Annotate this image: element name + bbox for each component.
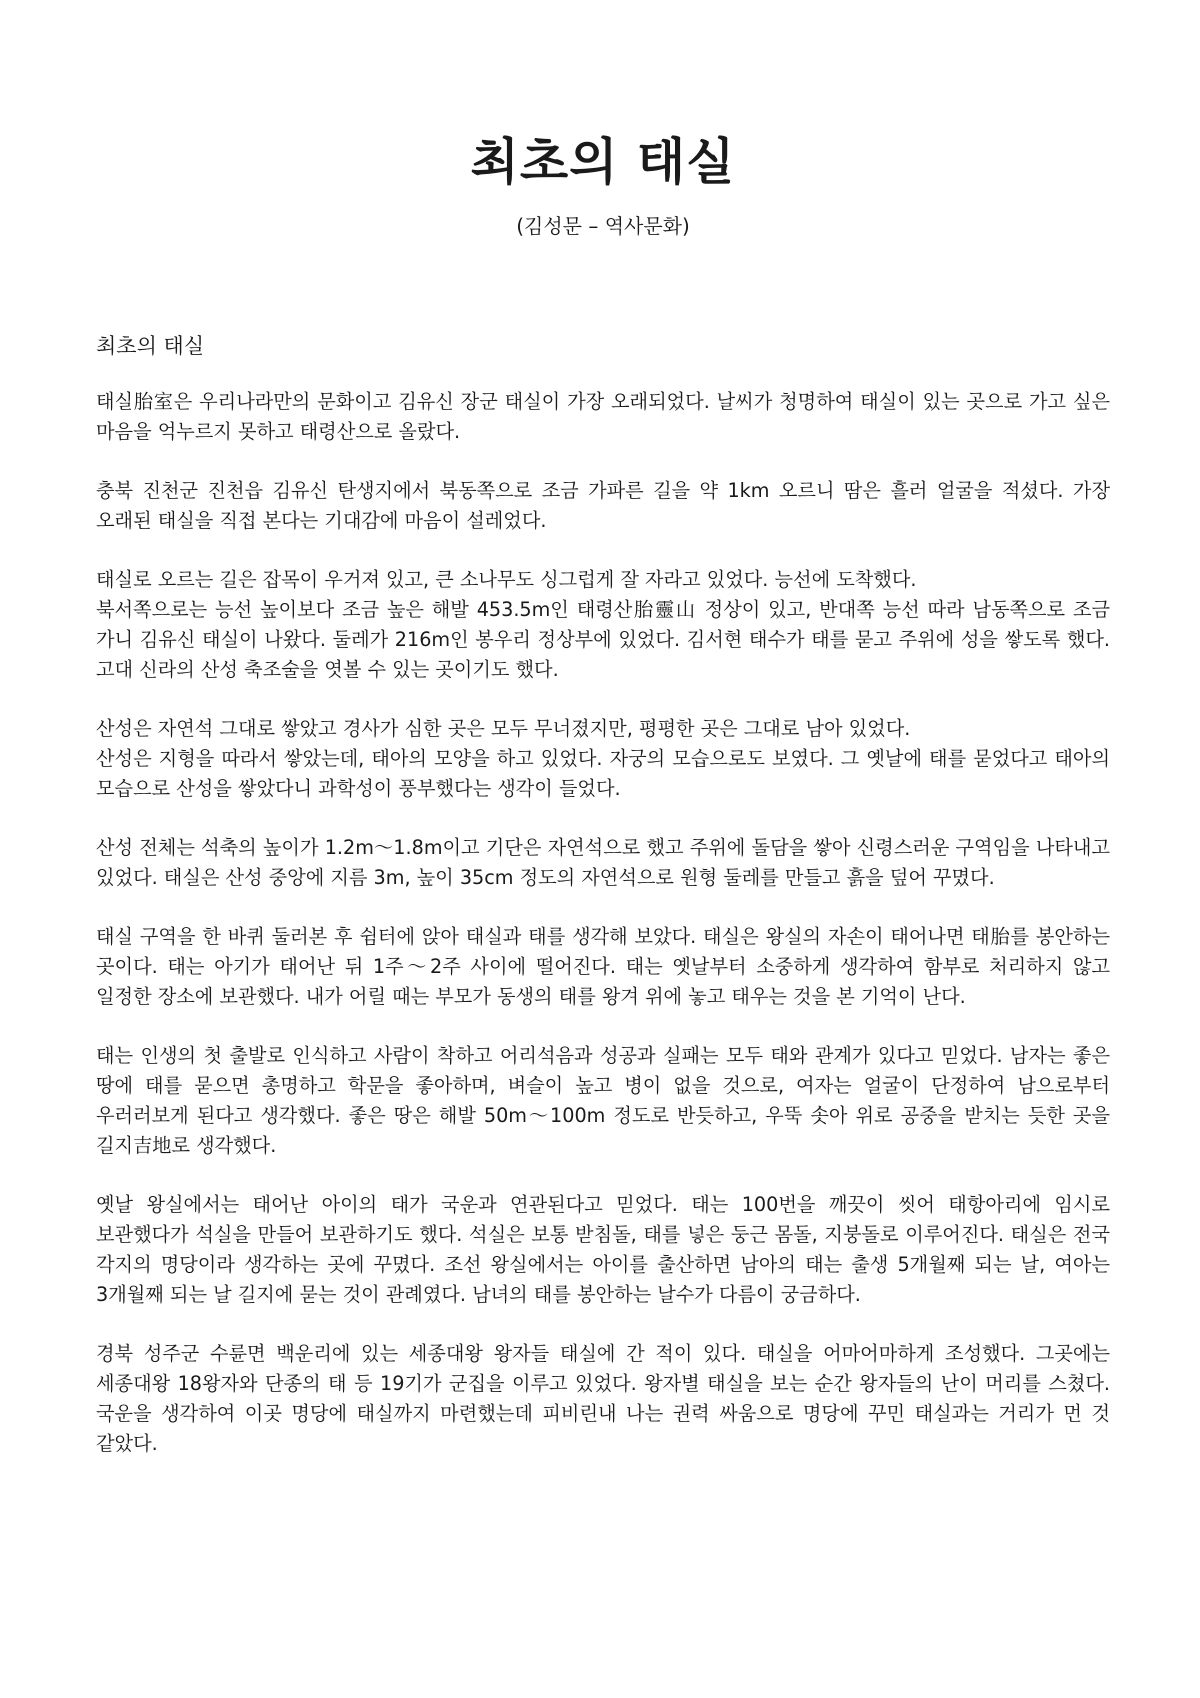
paragraph — [96, 1190, 1110, 1310]
paragraph — [96, 833, 1110, 893]
paragraph-line: 산성은 지형을 따라서 쌓았는데, 태아의 모양을 하고 있었다. 자궁의 모습으로도 보였다. 그 옛날에 태를 묻었다고 태아의 모습으로 산성을 쌓았다니 과학성이 풍부했다는 생각이 들었다. — [96, 747, 1110, 800]
paragraph — [96, 387, 1110, 447]
paragraph — [96, 565, 1110, 685]
page-title: 최초의 태실 — [470, 133, 736, 191]
paragraph-line: 북서쪽으로는 능선 높이보다 조금 높은 해발 453.5m인 태령산胎靈山 정상이 있고, 반대쪽 능선 따라 남동쪽으로 조금 가니 김유신 태실이 나왔다. 둘레가 216m인 봉우리 정상부에 있었다. 김서현 태수가 태를 묻고 주위에 성을 쌓도록 했다. 고대 신라의 산성 축조술을 엿볼 수 있는 곳이기도 했다. — [96, 598, 1110, 681]
author-byline: (김성문 – 역사문화) — [516, 214, 690, 238]
paragraph — [96, 714, 1110, 804]
paragraph — [96, 476, 1110, 536]
paragraph-line: 경북 성주군 수륜면 백운리에 있는 세종대왕 왕자들 태실에 간 적이 있다. 태실을 어마어마하게 조성했다. 그곳에는 세종대왕 18왕자와 단종의 태 등 19기가 군집을 이루고 있었다. 왕자별 태실을 보는 순간 왕자들의 난이 머리를 스쳤다. 국운을 생각하여 이곳 명당에 태실까지 마련했는데 피비린내 나는 권력 싸움으로 명당에 꾸민 태실과는 거리가 먼 것 같았다. — [96, 1342, 1110, 1455]
paragraph-line: 충북 진천군 진천읍 김유신 탄생지에서 북동쪽으로 조금 가파른 길을 약 1km 오르니 땀은 흘러 얼굴을 적셨다. 가장 오래된 태실을 직접 본다는 기대감에 마음이 설레었다. — [96, 479, 1110, 532]
paragraph — [96, 1339, 1110, 1459]
paragraph — [96, 1041, 1110, 1161]
paragraph-line: 산성 전체는 석축의 높이가 1.2m～1.8m이고 기단은 자연석으로 했고 주위에 돌담을 쌓아 신령스러운 구역임을 나타내고 있었다. 태실은 산성 중앙에 지름 3m, 높이 35cm 정도의 자연석으로 원형 둘레를 만들고 흙을 덮어 꾸몄다. — [96, 836, 1110, 889]
paragraph-line: 태는 인생의 첫 출발로 인식하고 사람이 착하고 어리석음과 성공과 실패는 모두 태와 관계가 있다고 믿었다. 남자는 좋은 땅에 태를 묻으면 총명하고 학문을 좋아하며, 벼슬이 높고 병이 없을 것으로, 여자는 얼굴이 단정하여 남으로부터 우러러보게 된다고 생각했다. 좋은 땅은 해발 50m～100m 정도로 반듯하고, 우뚝 솟아 위로 공중을 받치는 듯한 곳을 길지吉地로 생각했다. — [96, 1044, 1110, 1157]
paragraph-line: 태실胎室은 우리나라만의 문화이고 김유신 장군 태실이 가장 오래되었다. 날씨가 청명하여 태실이 있는 곳으로 가고 싶은 마음을 억누르지 못하고 태령산으로 올랐다. — [96, 390, 1110, 443]
paragraph — [96, 922, 1110, 1012]
body-text — [96, 387, 1110, 1459]
paragraph-line: 옛날 왕실에서는 태어난 아이의 태가 국운과 연관된다고 믿었다. 태는 100번을 깨끗이 씻어 태항아리에 임시로 보관했다가 석실을 만들어 보관하기도 했다. 석실은 보통 받침돌, 태를 넣은 둥근 몸돌, 지붕돌로 이루어진다. 태실은 전국 각지의 명당이라 생각하는 곳에 꾸몄다. 조선 왕실에서는 아이를 출산하면 남아의 태는 출생 5개월째 되는 날, 여아는 3개월째 되는 날 길지에 묻는 것이 관례였다. 남녀의 태를 봉안하는 날수가 다름이 궁금하다. — [96, 1193, 1110, 1306]
paragraph-line: 산성은 자연석 그대로 쌓았고 경사가 심한 곳은 모두 무너졌지만, 평평한 곳은 그대로 남아 있었다. — [96, 717, 911, 740]
section-heading: 최초의 태실 — [96, 334, 205, 358]
paragraph-line: 태실 구역을 한 바퀴 둘러본 후 쉼터에 앉아 태실과 태를 생각해 보았다. 태실은 왕실의 자손이 태어나면 태胎를 봉안하는 곳이다. 태는 아기가 태어난 뒤 1주～2주 사이에 떨어진다. 태는 옛날부터 소중하게 생각하여 함부로 처리하지 않고 일정한 장소에 보관했다. 내가 어릴 때는 부모가 동생의 태를 왕겨 위에 놓고 태우는 것을 본 기억이 난다. — [96, 925, 1110, 1008]
paragraph-line: 태실로 오르는 길은 잡목이 우거져 있고, 큰 소나무도 싱그럽게 잘 자라고 있었다. 능선에 도착했다. — [96, 568, 917, 591]
